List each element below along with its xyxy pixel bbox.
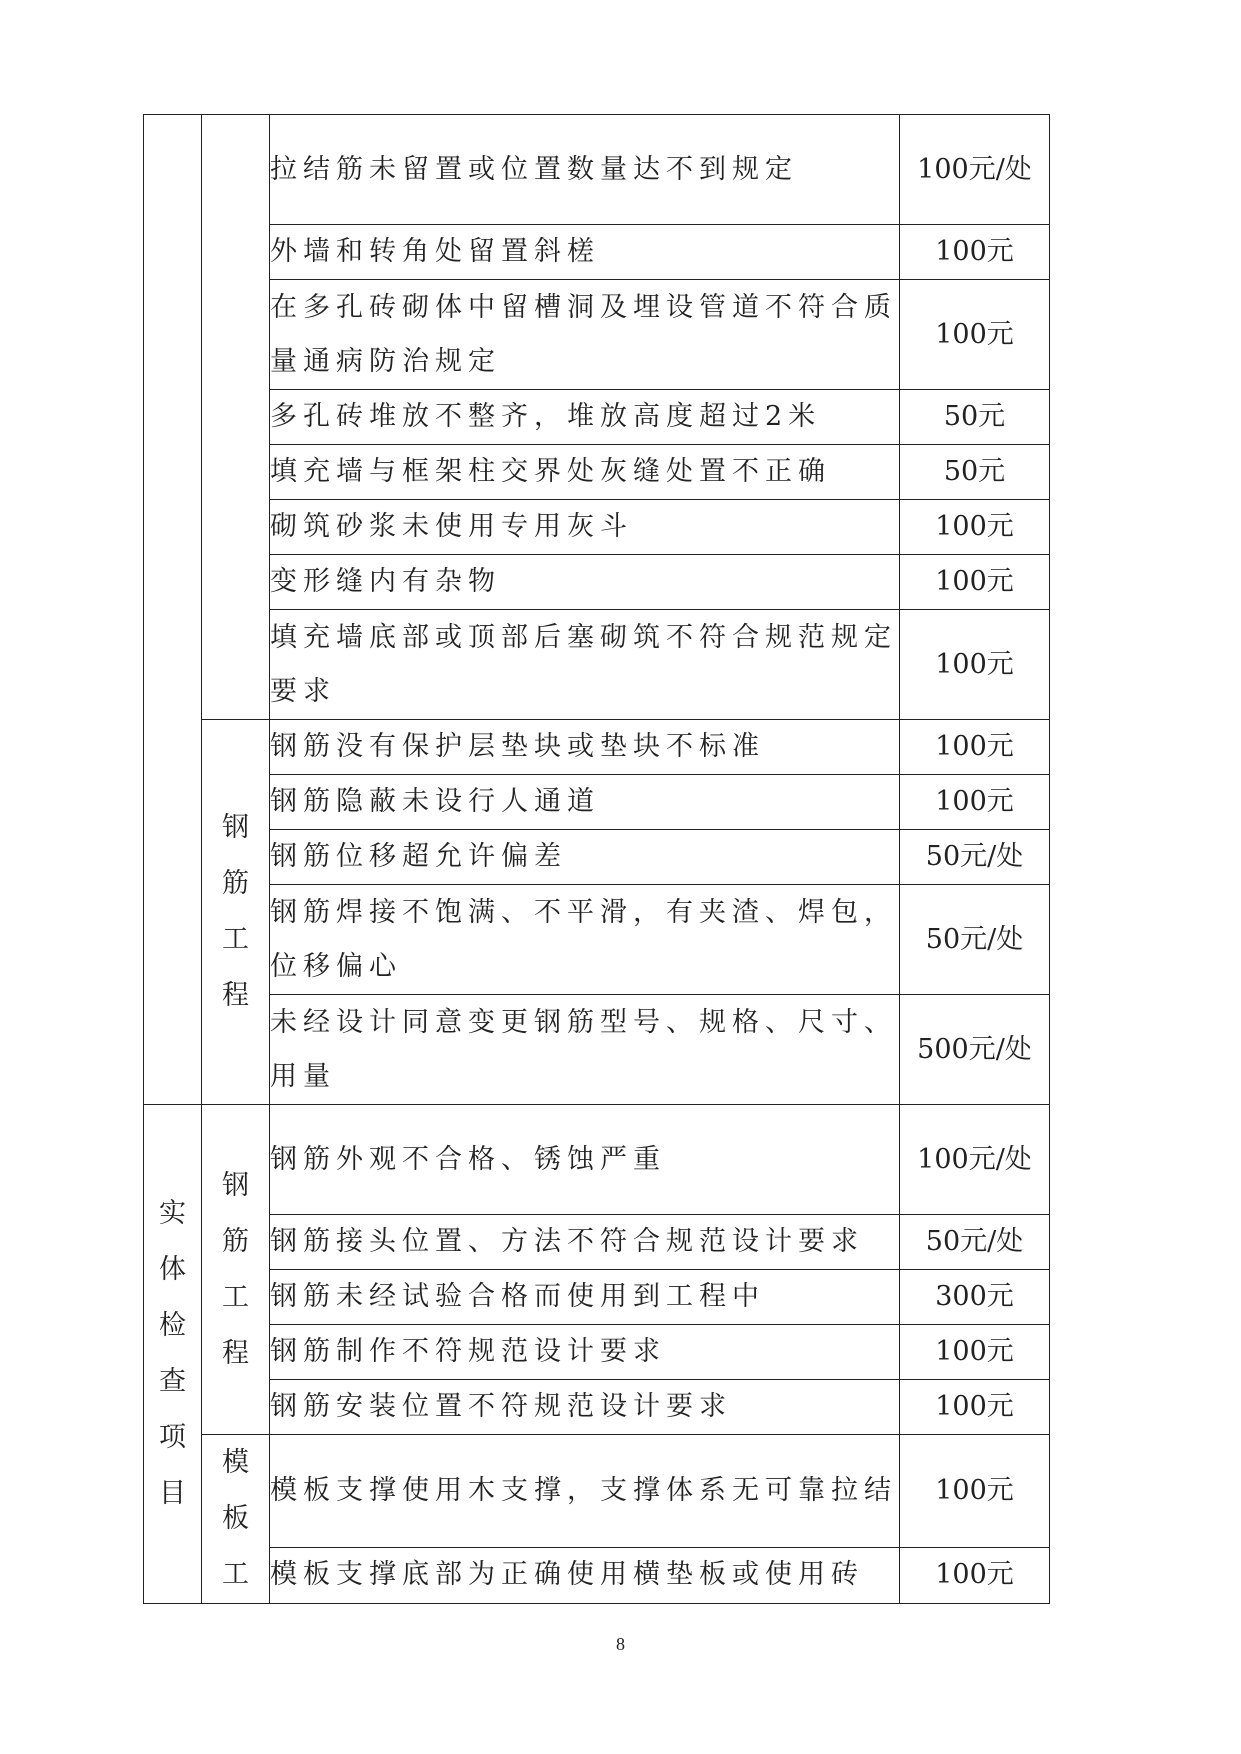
subcategory-label: 钢 筋 工 程 bbox=[222, 812, 249, 1011]
fine-cell: 300元 bbox=[900, 1270, 1050, 1325]
item-cell: 填充墙底部或顶部后塞砌筑不符合规范规定要求 bbox=[270, 610, 900, 720]
fine-cell: 50元/处 bbox=[900, 830, 1050, 885]
item-cell: 钢筋接头位置、方法不符合规范设计要求 bbox=[270, 1215, 900, 1270]
table-row bbox=[144, 1325, 1050, 1380]
item-cell: 变形缝内有杂物 bbox=[270, 555, 900, 610]
item-cell: 钢筋外观不合格、锈蚀严重 bbox=[270, 1105, 900, 1215]
item-cell: 钢筋位移超允许偏差 bbox=[270, 830, 900, 885]
fine-cell: 100元 bbox=[900, 555, 1050, 610]
table-row bbox=[144, 1215, 1050, 1270]
item-cell: 钢筋没有保护层垫块或垫块不标准 bbox=[270, 720, 900, 775]
fine-cell: 500元/处 bbox=[900, 995, 1050, 1105]
table-row bbox=[144, 500, 1050, 555]
category-cell-empty bbox=[144, 115, 202, 1105]
fine-cell: 100元 bbox=[900, 225, 1050, 280]
item-cell: 模板支撑底部为正确使用横垫板或使用砖 bbox=[270, 1547, 900, 1603]
table-row bbox=[144, 1380, 1050, 1435]
fine-cell: 100元/处 bbox=[900, 115, 1050, 225]
table-row bbox=[144, 775, 1050, 830]
fine-cell: 50元 bbox=[900, 445, 1050, 500]
category-cell-entity-check bbox=[144, 1105, 202, 1604]
table-row bbox=[144, 555, 1050, 610]
fine-cell: 50元/处 bbox=[900, 885, 1050, 995]
item-cell: 填充墙与框架柱交界处灰缝处置不正确 bbox=[270, 445, 900, 500]
fine-cell: 100元 bbox=[900, 1325, 1050, 1380]
subcategory-cell-rebar bbox=[202, 720, 270, 1105]
subcategory-cell-rebar bbox=[202, 1105, 270, 1435]
category-label: 实 体 检 查 项 目 bbox=[159, 1198, 186, 1509]
subcategory-cell-empty bbox=[202, 115, 270, 720]
item-cell: 钢筋未经试验合格而使用到工程中 bbox=[270, 1270, 900, 1325]
table-row bbox=[144, 445, 1050, 500]
fine-cell: 50元/处 bbox=[900, 1215, 1050, 1270]
fine-cell: 100元 bbox=[900, 1435, 1050, 1548]
table-row bbox=[144, 115, 1050, 225]
fine-cell: 100元 bbox=[900, 280, 1050, 390]
table-row bbox=[144, 1270, 1050, 1325]
fine-cell: 100元 bbox=[900, 720, 1050, 775]
table-row bbox=[144, 225, 1050, 280]
table-row bbox=[144, 885, 1050, 995]
table-row bbox=[144, 1435, 1050, 1548]
item-cell: 砌筑砂浆未使用专用灰斗 bbox=[270, 500, 900, 555]
fine-cell: 100元 bbox=[900, 1547, 1050, 1603]
item-cell: 钢筋制作不符规范设计要求 bbox=[270, 1325, 900, 1380]
table-row bbox=[144, 1105, 1050, 1215]
table-row bbox=[144, 995, 1050, 1105]
table-row bbox=[144, 610, 1050, 720]
item-cell: 钢筋安装位置不符规范设计要求 bbox=[270, 1380, 900, 1435]
item-cell: 多孔砖堆放不整齐，堆放高度超过2米 bbox=[270, 390, 900, 445]
item-cell: 模板支撑使用木支撑，支撑体系无可靠拉结 bbox=[270, 1435, 900, 1548]
fine-cell: 100元 bbox=[900, 610, 1050, 720]
table-row bbox=[144, 390, 1050, 445]
table-row bbox=[144, 280, 1050, 390]
table-row bbox=[144, 1547, 1050, 1603]
penalty-table bbox=[143, 114, 1050, 1604]
item-cell: 钢筋隐蔽未设行人通道 bbox=[270, 775, 900, 830]
item-cell: 钢筋焊接不饱满、不平滑，有夹渣、焊包，位移偏心 bbox=[270, 885, 900, 995]
subcategory-cell-formwork bbox=[202, 1435, 270, 1604]
fine-cell: 50元 bbox=[900, 390, 1050, 445]
table-row bbox=[144, 830, 1050, 885]
table-row bbox=[144, 720, 1050, 775]
subcategory-label: 钢 筋 工 程 bbox=[222, 1169, 249, 1369]
fine-cell: 100元/处 bbox=[900, 1105, 1050, 1215]
fine-cell: 100元 bbox=[900, 1380, 1050, 1435]
fine-cell: 100元 bbox=[900, 500, 1050, 555]
page-number: 8 bbox=[616, 1634, 625, 1654]
item-cell: 在多孔砖砌体中留槽洞及埋设管道不符合质量通病防治规定 bbox=[270, 280, 900, 390]
subcategory-label: 模 板 工 bbox=[222, 1447, 249, 1590]
item-cell: 外墙和转角处留置斜槎 bbox=[270, 225, 900, 280]
item-cell: 拉结筋未留置或位置数量达不到规定 bbox=[270, 115, 900, 225]
item-cell: 未经设计同意变更钢筋型号、规格、尺寸、用量 bbox=[270, 995, 900, 1105]
fine-cell: 100元 bbox=[900, 775, 1050, 830]
